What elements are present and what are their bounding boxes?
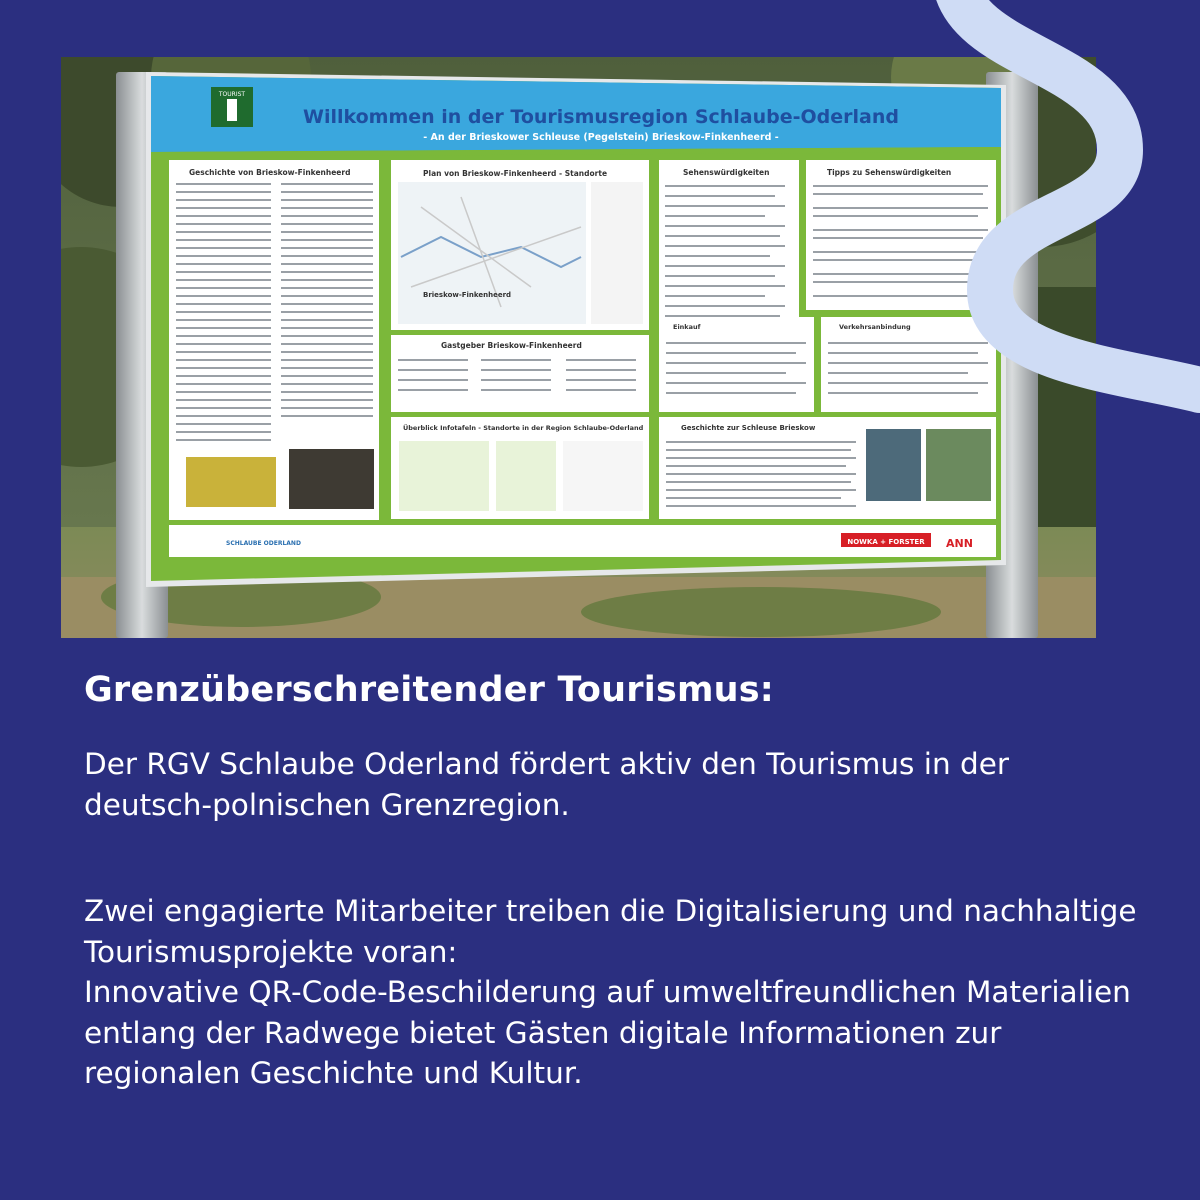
- panel-tips-title: Tipps zu Sehenswürdigkeiten: [827, 168, 952, 177]
- footer-logo-nowka: NOWKA + FORSTER: [847, 538, 925, 546]
- sign-title: Willkommen in der Tourismusregion Schlaube-Oderland: [302, 106, 900, 128]
- footer-logo-schlaube: SCHLAUBE ODERLAND: [226, 540, 301, 547]
- sign-photo: [61, 57, 1096, 638]
- map-label: Brieskow-Finkenheerd: [423, 291, 512, 299]
- paragraph-qr: Innovative QR-Code-Beschilderung auf umweltfreundlichen Materialien entlang der Radwege bietet Gästen digitale Informationen zur regionalen Geschichte und Kultur.: [84, 975, 1131, 1090]
- paragraph-intro: Der RGV Schlaube Oderland fördert aktiv den Tourismus in der deutsch-polnischen Grenzregion.: [84, 747, 1010, 822]
- footer-logo-ann: ANN: [946, 537, 973, 550]
- panel-overview-title: Überblick Infotafeln - Standorte in der Region Schlaube-Oderland: [403, 424, 644, 432]
- paragraph-staff: Zwei engagierte Mitarbeiter treiben die Digitalisierung und nachhaltige Tourismusprojekte voran:: [84, 894, 1137, 969]
- post-body: [84, 744, 1144, 1094]
- panel-history-title: Geschichte von Brieskow-Finkenheerd: [189, 168, 351, 177]
- panel-gastro-title: Gastgeber Brieskow-Finkenheerd: [441, 341, 582, 350]
- sign-subtitle: - An der Brieskower Schleuse (Pegelstein) Brieskow-Finkenheerd -: [423, 132, 779, 143]
- panel-lock-title: Geschichte zur Schleuse Brieskow: [681, 424, 816, 432]
- panel-sights-title: Sehenswürdigkeiten: [683, 168, 770, 177]
- tourist-badge: TOURIST: [218, 91, 246, 98]
- panel-shopping-title: Einkauf: [673, 323, 701, 331]
- panel-transport-title: Verkehrsanbindung: [839, 323, 911, 331]
- post-heading: Grenzüberschreitender Tourismus:: [84, 670, 774, 710]
- panel-plan-title: Plan von Brieskow-Finkenheerd - Standorte: [423, 169, 608, 178]
